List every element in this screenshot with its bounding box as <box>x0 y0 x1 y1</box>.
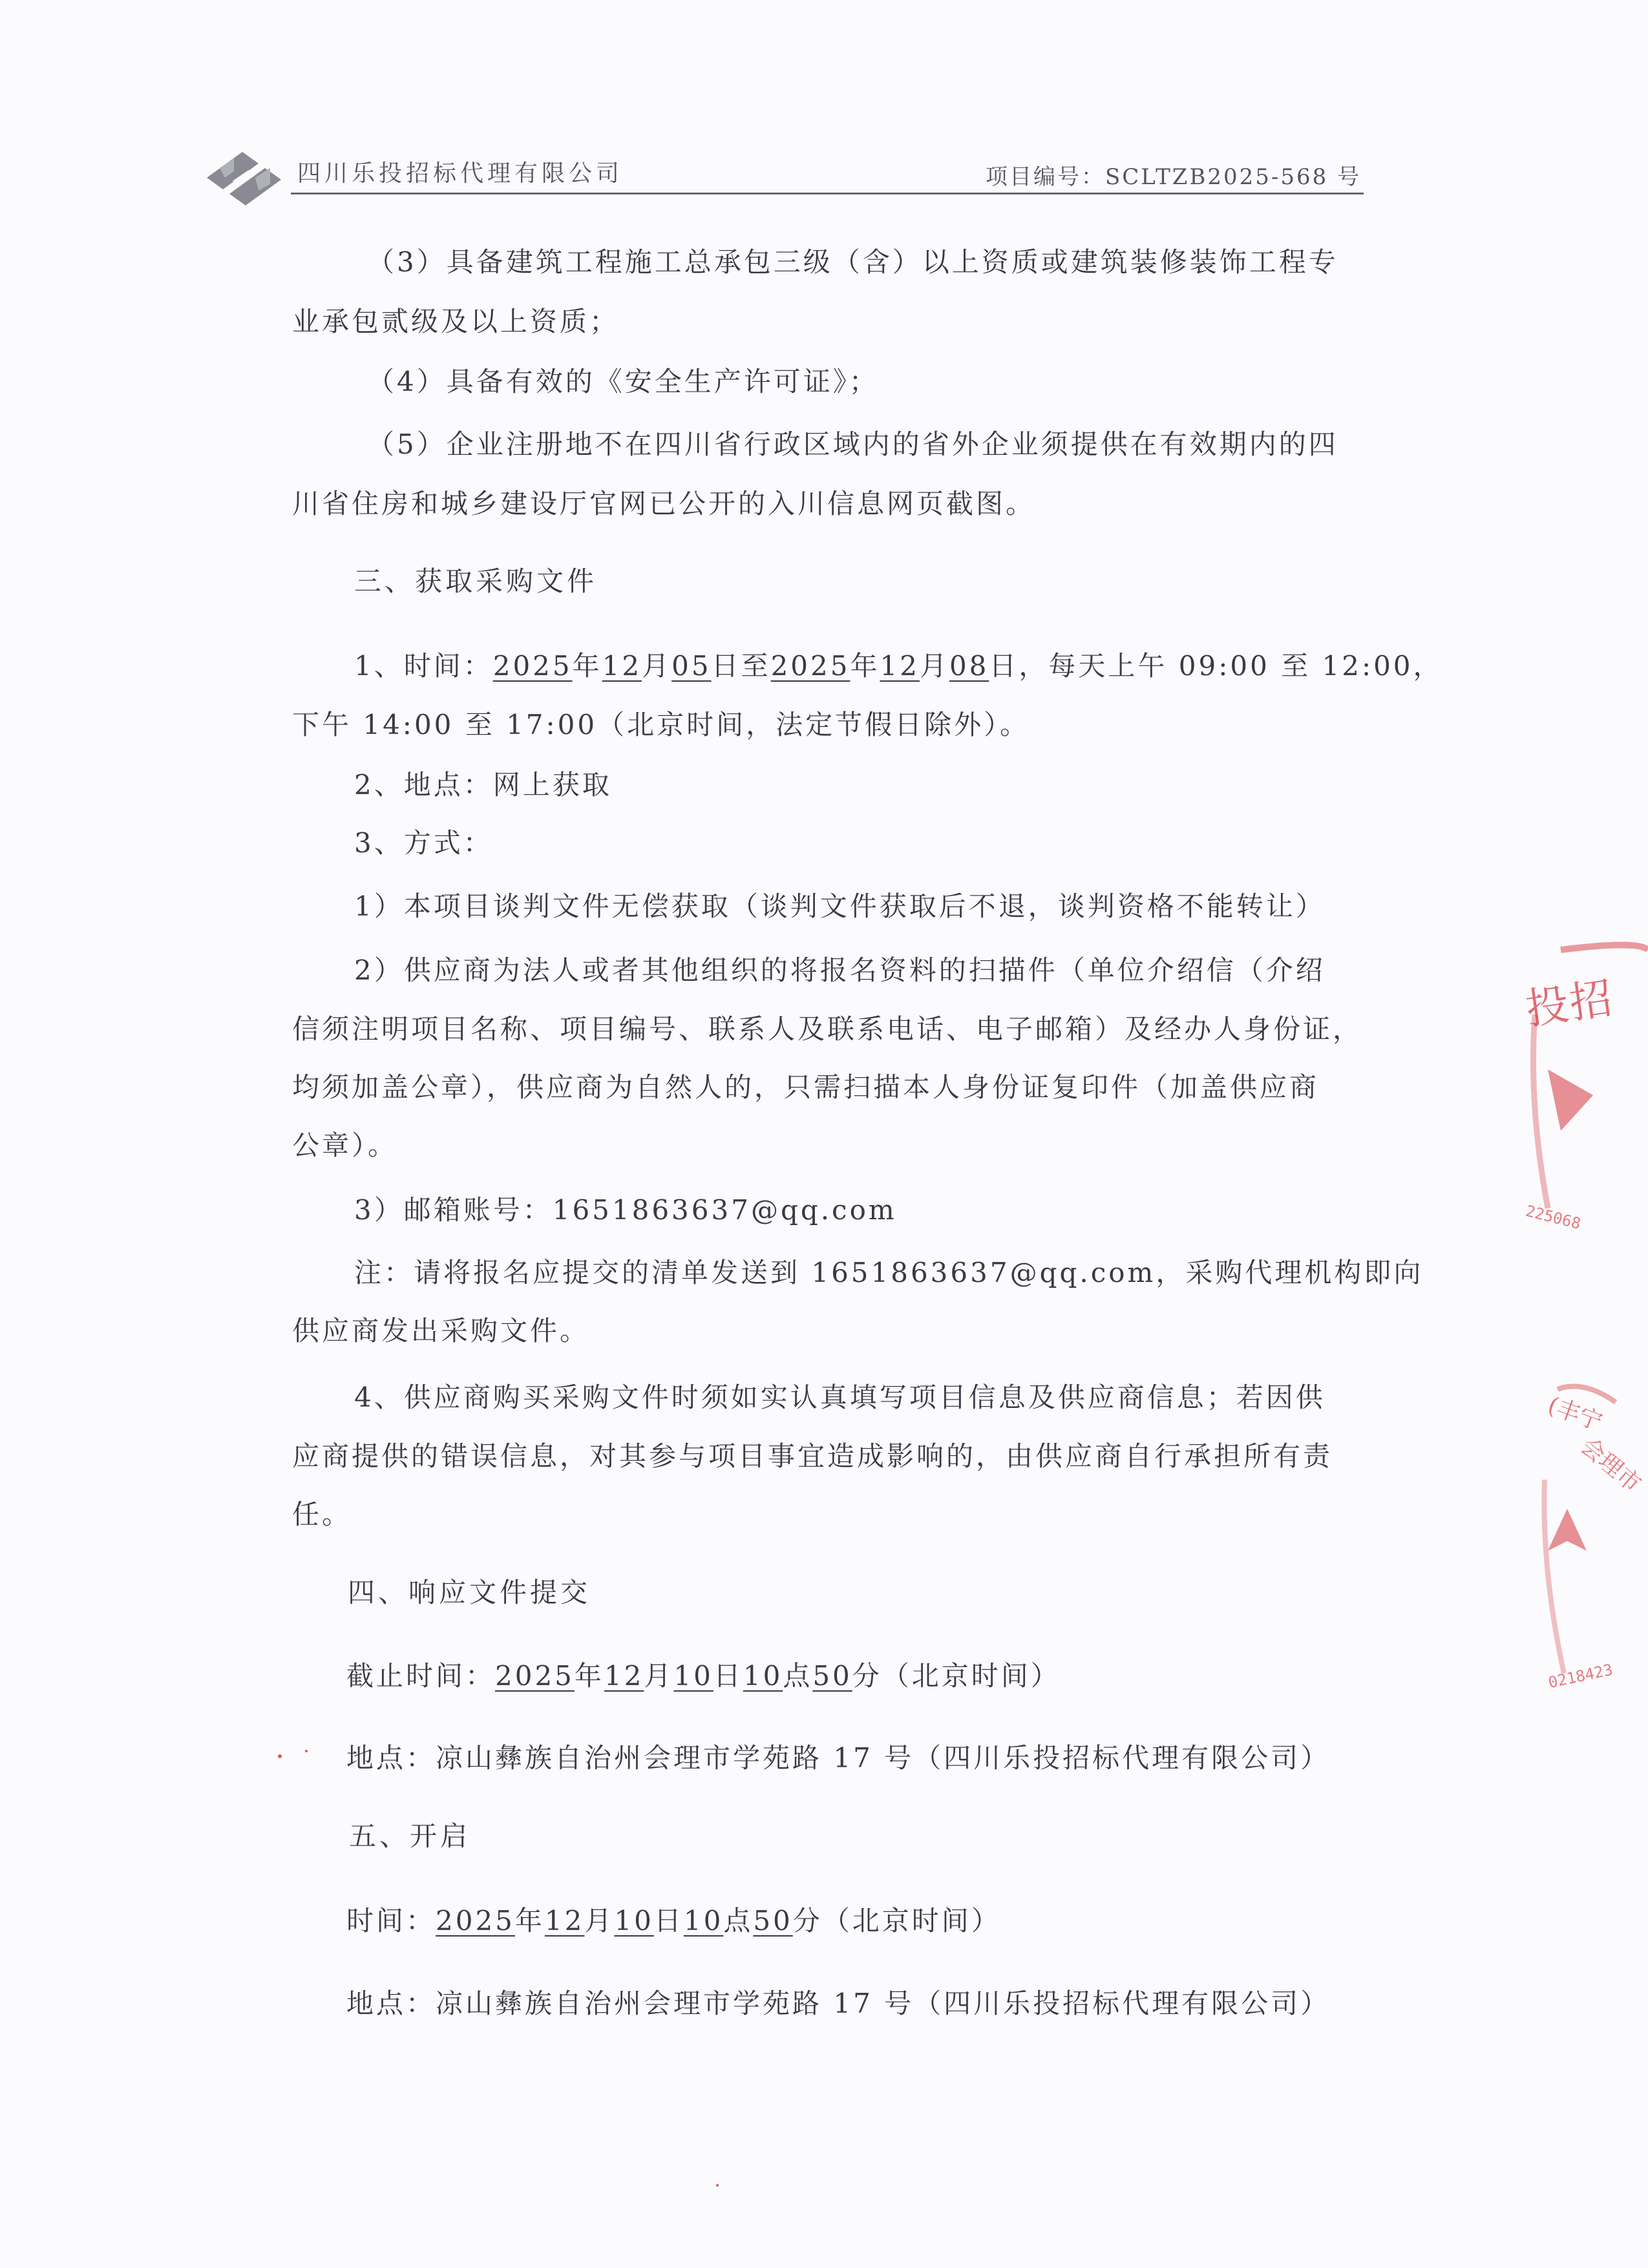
header-rule <box>291 193 1364 194</box>
qual-item-3-cont: 业承包贰级及以上资质； <box>292 306 620 337</box>
acquire-method: 3、方式： <box>354 827 493 859</box>
method-2-cont-1: 信须注明项目名称、项目编号、联系人及联系电话、电子邮箱）及经办人身份证， <box>292 1013 1363 1045</box>
method-2: 2）供应商为法人或者其他组织的将报名资料的扫描件（单位介绍信（介绍 <box>354 954 1326 986</box>
deadline-line: 截止时间：2025年12月10日10点50分（北京时间） <box>346 1660 1061 1692</box>
qual-item-4: （4）具备有效的《安全生产许可证》； <box>367 366 879 397</box>
method-2-cont-3: 公章）。 <box>292 1129 398 1161</box>
seal-bottom-text-2: 会理市 <box>1575 1433 1646 1498</box>
project-number: 项目编号：SCLTZB2025-568 号 <box>986 164 1362 190</box>
seal-bottom-text: (丰宁 <box>1544 1392 1606 1436</box>
item-4-cont-2: 任。 <box>292 1498 352 1530</box>
section-3-title: 三、获取采购文件 <box>354 565 598 597</box>
qual-item-5: （5）企业注册地不在四川省行政区域内的省外企业须提供在有效期内的四 <box>367 428 1338 460</box>
ink-speck <box>716 2184 719 2187</box>
method-2-cont-2: 均须加盖公章），供应商为自然人的，只需扫描本人身份证复印件（加盖供应商 <box>292 1071 1320 1103</box>
acquire-time-line-2: 下午 14:00 至 17:00（北京时间，法定节假日除外）。 <box>292 709 1030 740</box>
submit-place: 地点：凉山彝族自治州会理市学苑路 17 号（四川乐投招标代理有限公司） <box>346 1742 1331 1774</box>
acquire-place: 2、地点：网上获取 <box>354 769 612 801</box>
qual-item-5-cont: 川省住房和城乡建设厅官网已公开的入川信息网页截图。 <box>292 488 1036 520</box>
ink-speck <box>305 1750 308 1752</box>
company-logo-icon <box>194 132 291 216</box>
opening-place: 地点：凉山彝族自治州会理市学苑路 17 号（四川乐投招标代理有限公司） <box>346 1988 1331 2019</box>
company-name: 四川乐投招标代理有限公司 <box>297 160 624 187</box>
note-line-cont: 供应商发出采购文件。 <box>292 1315 590 1347</box>
opening-time-line: 时间：2025年12月10日10点50分（北京时间） <box>346 1905 1001 1937</box>
note-line: 注：请将报名应提交的清单发送到 1651863637@qq.com，采购代理机构即向 <box>354 1257 1424 1288</box>
acquire-time-line: 1、时间：2025年12月05日至2025年12月08日，每天上午 09:00 至 12:00， <box>354 650 1443 682</box>
method-1: 1）本项目谈判文件无偿获取（谈判文件获取后不退，谈判资格不能转让） <box>354 890 1326 922</box>
section-5-title: 五、开启 <box>349 1820 471 1852</box>
item-4-cont-1: 应商提供的错误信息，对其参与项目事宜造成影响的，由供应商自行承担所有责 <box>292 1440 1333 1472</box>
seal-bottom-code: 0218423 <box>1547 1660 1614 1692</box>
qual-item-3: （3）具备建筑工程施工总承包三级（含）以上资质或建筑装修装饰工程专 <box>367 246 1338 278</box>
ink-speck <box>278 1754 282 1758</box>
seal-top-text: 投招 <box>1523 972 1617 1035</box>
item-4-text: 4、供应商购买采购文件时须如实认真填写项目信息及供应商信息；若因供 <box>354 1381 1326 1413</box>
section-4-title: 四、响应文件提交 <box>348 1577 591 1608</box>
method-3-email: 3）邮箱账号：1651863637@qq.com <box>354 1194 897 1226</box>
seal-top-code: 225068 <box>1523 1201 1583 1234</box>
